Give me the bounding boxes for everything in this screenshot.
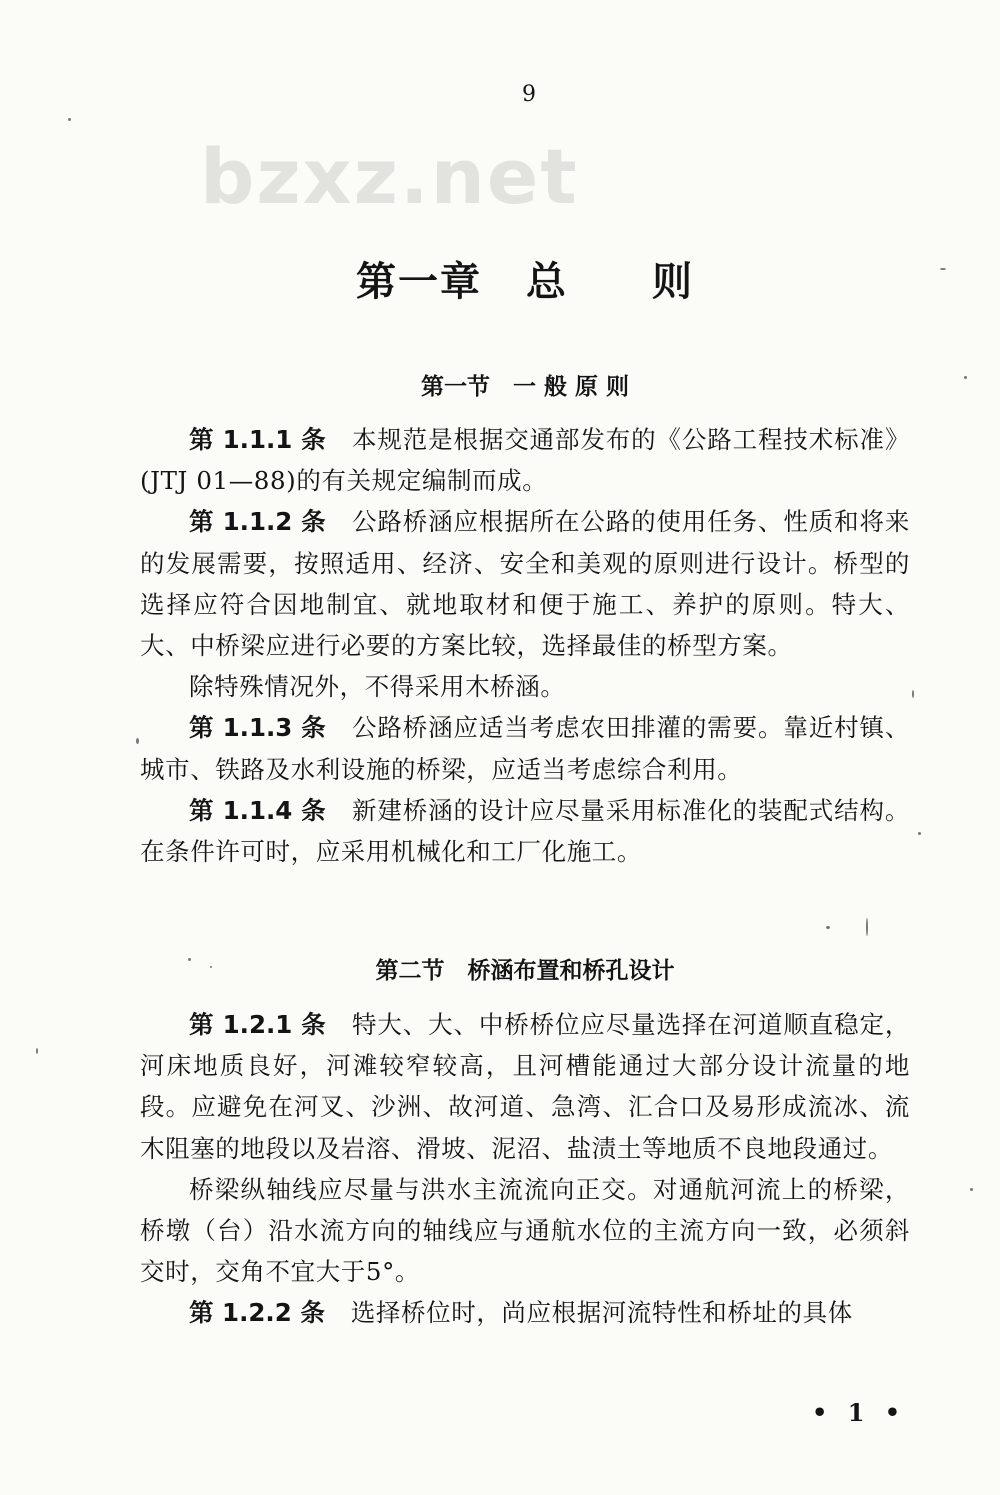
scan-speck bbox=[36, 1048, 38, 1054]
article-text: 公路桥涵应根据所在公路的使用任务、性质和将来的发展需要，按照适用、经济、安全和美观的原则进行设计。桥型的选择应符合因地制宜、就地取材和便于施工、养护的原则。特大、大、中桥梁应进行必要的方案比较，选择最佳的桥型方案。 bbox=[140, 507, 910, 661]
section-2-body bbox=[140, 1004, 910, 1334]
scan-speck bbox=[826, 926, 830, 929]
article-label: 第 1.1.3 条 bbox=[189, 713, 326, 743]
scan-speck bbox=[912, 690, 914, 698]
article-text: 新建桥涵的设计应尽量采用标准化的装配式结构。在条件许可时，应采用机械化和工厂化施工。 bbox=[140, 795, 910, 867]
scan-speck bbox=[918, 832, 921, 835]
chapter-word-2: 则 bbox=[652, 258, 694, 305]
scan-speck bbox=[188, 958, 191, 961]
section-1-title: 第一节 一 般 原 则 bbox=[420, 373, 630, 400]
article-note bbox=[140, 666, 910, 707]
top-page-number: 9 bbox=[522, 82, 536, 107]
article-1-1-3 bbox=[140, 707, 910, 789]
article-continuation bbox=[140, 1169, 910, 1293]
scan-speck bbox=[210, 966, 212, 968]
article-text: 除特殊情况外，不得采用木桥涵。 bbox=[189, 672, 566, 702]
article-text: 选择桥位时，尚应根据河流特性和桥址的具体 bbox=[350, 1298, 853, 1328]
article-label: 第 1.1.2 条 bbox=[189, 507, 326, 537]
article-1-1-1 bbox=[140, 419, 910, 501]
scan-speck bbox=[964, 376, 967, 379]
article-text: 公路桥涵应适当考虑农田排灌的需要。靠近村镇、城市、铁路及水利设施的桥梁，应适当考虑综合利用。 bbox=[140, 713, 910, 784]
scan-speck bbox=[940, 268, 946, 270]
article-label: 第 1.1.4 条 bbox=[189, 795, 326, 825]
article-label: 第 1.2.2 条 bbox=[189, 1298, 325, 1328]
section-2-title: 第二节 桥涵布置和桥孔设计 bbox=[375, 957, 675, 984]
scan-speck bbox=[866, 918, 868, 936]
scan-speck bbox=[136, 738, 139, 744]
article-1-2-2 bbox=[140, 1292, 910, 1333]
chapter-number: 第一章 bbox=[356, 258, 482, 305]
article-label: 第 1.2.1 条 bbox=[189, 1010, 326, 1039]
chapter-word-1: 总 bbox=[526, 258, 568, 305]
footer-page-number: • 1 • bbox=[812, 1398, 907, 1427]
article-1-1-4 bbox=[140, 790, 910, 872]
article-text: 桥梁纵轴线应尽量与洪水主流流向正交。对通航河流上的桥梁，桥墩（台）沿水流方向的轴线应与通航水位的主流方向一致，必须斜交时，交角不宜大于5°。 bbox=[140, 1174, 910, 1287]
article-1-2-1 bbox=[140, 1004, 910, 1169]
article-text: 特大、大、中桥桥位应尽量选择在河道顺直稳定，河床地质良好，河滩较窄较高，且河槽能通过大部分设计流量的地段。应避免在河叉、沙洲、故河道、急湾、汇合口及易形成流冰、流木阻塞的地段以及岩溶、滑坡、泥沼、盐渍土等地质不良地段通过。 bbox=[140, 1010, 910, 1163]
watermark: bzxz.net bbox=[200, 132, 579, 221]
scan-speck bbox=[970, 1188, 973, 1191]
article-1-1-2 bbox=[140, 501, 910, 666]
article-label: 第 1.1.1 条 bbox=[189, 425, 326, 454]
section-1-body bbox=[140, 419, 910, 872]
scan-speck bbox=[68, 118, 71, 121]
article-text: 本规范是根据交通部发布的《公路工程技术标准》(JTJ 01—88)的有关规定编制而成。 bbox=[140, 425, 910, 496]
chapter-title bbox=[0, 250, 1000, 307]
